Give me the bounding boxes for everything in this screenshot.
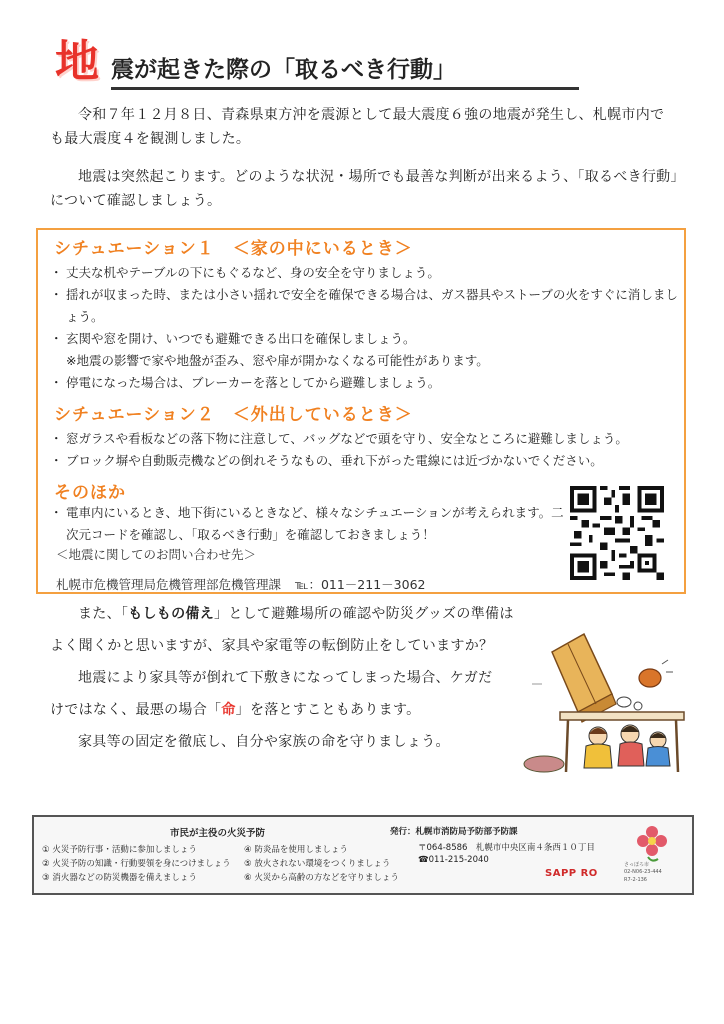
emblem-code: R7-2-136 [624, 877, 647, 883]
falling-object-icon [617, 660, 673, 710]
list-item: ・ ブロック塀や自動販売機などの倒れそうなもの、垂れ下がった電線には近づかないでください。 [54, 450, 682, 472]
closing-line-4: けではなく、最悪の場合「命」を落とすこともあります。 [50, 702, 421, 718]
closing-line-5: 家具等の固定を徹底し、自分や家族の命を守りましょう。 [78, 734, 450, 750]
highlight-prepare: もしもの備え [128, 606, 215, 622]
emblem-caption: さっぽろ市 [624, 862, 650, 868]
footer-item: ⑤ 放火されない環境をつくりましょう [244, 859, 391, 869]
sapporo-logo: SAPP RO [545, 868, 598, 879]
footer-item: ① 火災予防行事・活動に参加しましょう [42, 845, 197, 855]
highlight-life: 命 [221, 702, 236, 718]
intro-paragraph-1 [50, 103, 678, 151]
inquiry-tel: ℡：011－211－3062 [295, 577, 426, 592]
footer-item: ④ 防炎品を使用しましょう [244, 845, 348, 855]
footer-box [32, 815, 694, 895]
footer-item: ③ 消火器などの防災機器を備えましょう [42, 873, 197, 883]
title-text: 震が起きた際の「取るべき行動」 [111, 57, 456, 83]
closing-line-3: 地震により家具等が倒れて下敷きになってしまった場合、ケガだ [78, 670, 493, 686]
list-item: ・ 電車内にいるとき、地下街にいるときなど、様々なシチュエーションが考えられます。二次元コードを確認し、「取るべき行動」を確認しておきましょう！ [54, 502, 564, 546]
list-item: ・ 揺れが収まった時、または小さい揺れで安全を確保できる場合は、ガス器具やストーブの火をすぐに消しましょう。 [54, 284, 682, 328]
footer-address: 〒064-8586 札幌市中央区南４条西１０丁目 [418, 843, 595, 853]
situation-1-list [54, 262, 682, 394]
list-item: ・ 窓ガラスや看板などの落下物に注意して、バッグなどで頭を守り、安全なところに避難しましょう。 [54, 428, 682, 450]
other-list [54, 502, 564, 546]
qr-code[interactable] [570, 486, 664, 580]
inquiry-office: 札幌市危機管理局危機管理部危機管理課 [56, 577, 282, 592]
title-underline [111, 87, 579, 90]
footer-title: 市民が主役の火災予防 [170, 828, 266, 839]
intro-text-1: 令和７年１２月８日、青森県東方沖を震源として最大震度６強の地震が発生し、札幌市内でも最大震度４を観測しました。 [50, 107, 665, 147]
page-title [55, 32, 525, 92]
situation-1-heading: シチュエーション１ ＜家の中にいるとき＞ [54, 239, 413, 259]
footer-phone: ☎011-215-2040 [418, 855, 489, 865]
closing-paragraph [50, 598, 560, 758]
other-heading: そのほか [54, 483, 126, 503]
list-item: ・ 丈夫な机やテーブルの下にもぐるなど、身の安全を守りましょう。 [54, 262, 682, 284]
children-icon [524, 725, 670, 772]
list-item: ・ 玄関や窓を開け、いつでも避難できる出口を確保しましょう。 [54, 328, 682, 350]
title-first-char: 地 [55, 36, 99, 87]
falling-wardrobe-icon [532, 634, 616, 722]
earthquake-illustration [512, 624, 692, 784]
closing-line-2: よく聞くかと思いますが、家具や家電等の転倒防止をしていますか？ [50, 638, 494, 654]
intro-text-2: 地震は突然起こります。どのような状況・場所でも最善な判断が出来るよう、「取るべき行動」について確認しましょう。 [50, 169, 678, 209]
footer-publisher: 発行：札幌市消防局予防部予防課 [390, 827, 518, 837]
closing-line-1: また、「もしもの備え」として避難場所の確認や防災グッズの準備は [78, 606, 514, 622]
inquiry-label: ＜地震に関してのお問い合わせ先＞ [56, 547, 257, 562]
situations-box [36, 228, 686, 594]
emblem-code: 02-N06-23-444 [624, 869, 662, 875]
footer-item: ⑥ 火災から高齢の方などを守りましょう [244, 873, 399, 883]
situation-2-heading: シチュエーション２ ＜外出しているとき＞ [54, 405, 413, 425]
inquiry-contact [56, 575, 425, 593]
situation-2-list [54, 428, 682, 472]
footer-item: ② 火災予防の知識・行動要領を身につけましょう [42, 859, 231, 869]
list-note: ※地震の影響で家や地盤が歪み、窓や扉が開かなくなる可能性があります。 [66, 353, 489, 368]
intro-paragraph-2 [50, 165, 678, 213]
list-item: ・ 停電になった場合は、ブレーカーを落としてから避難しましょう。 [54, 372, 682, 394]
